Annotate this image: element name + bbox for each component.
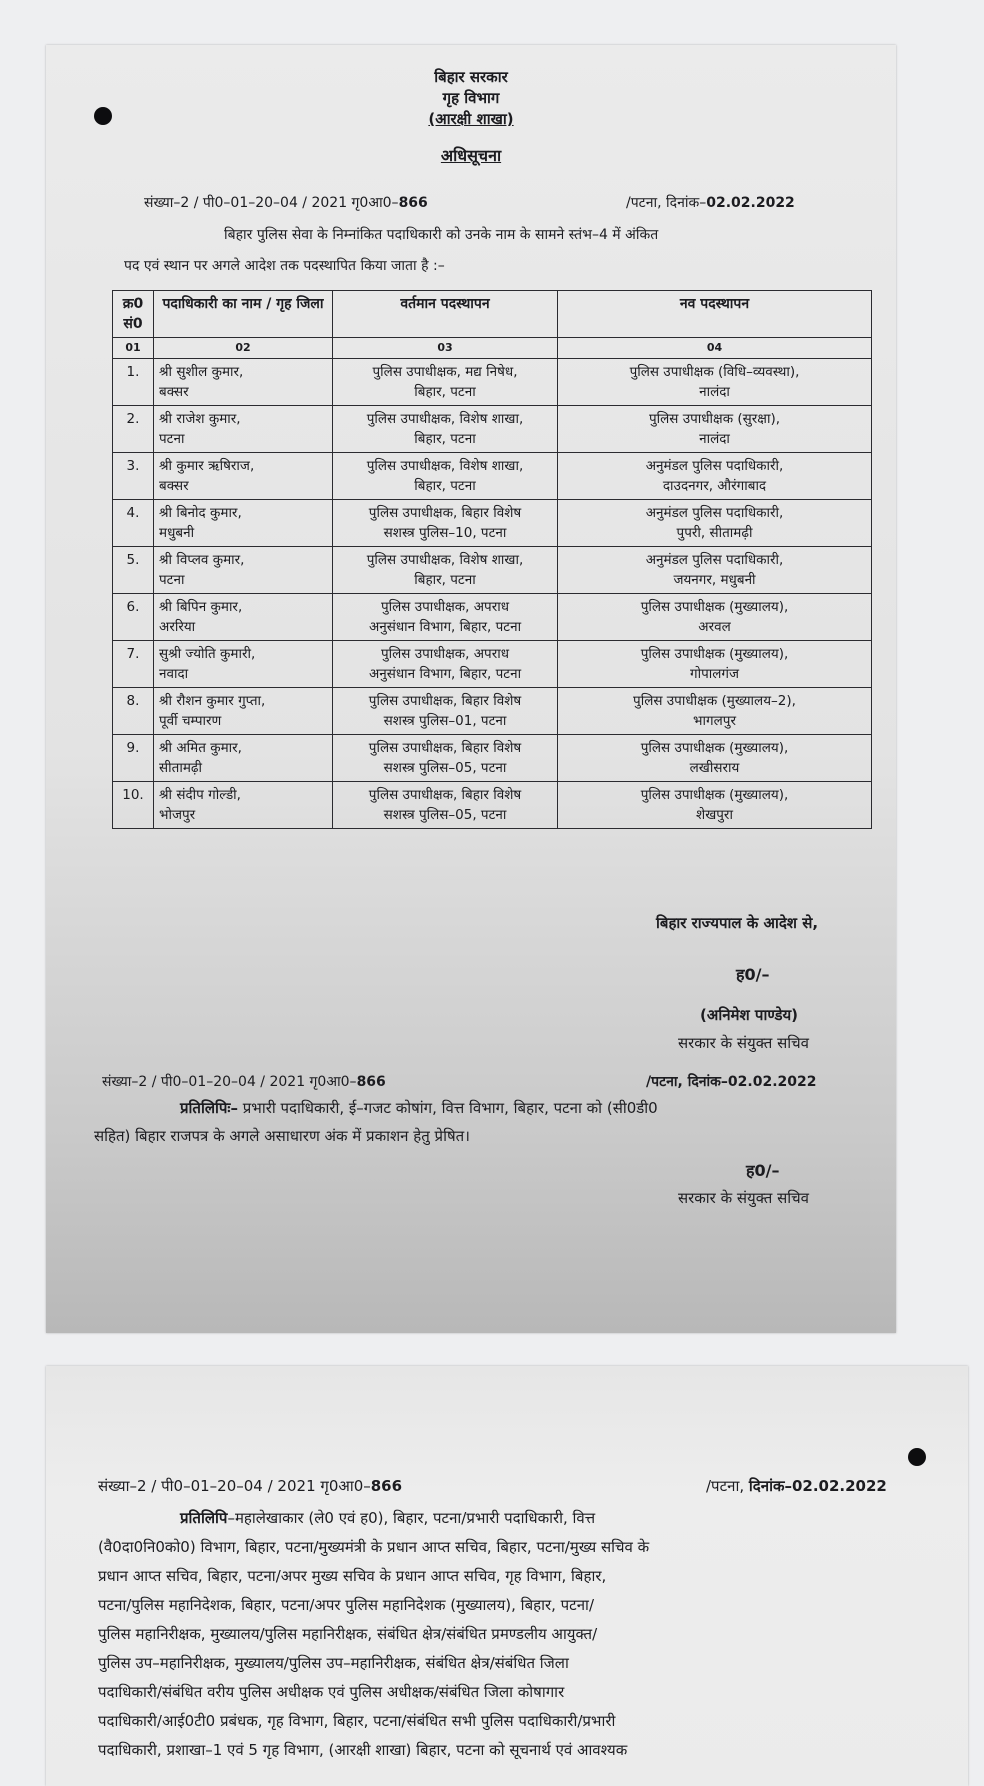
- officer-name: श्री सुशील कुमार,: [159, 364, 244, 380]
- reference-number: संख्या–2 / पी0–01–20–04 / 2021 गृ0आ0–866: [144, 195, 428, 211]
- officer-cell: [154, 547, 333, 594]
- current-posting-line: पुलिस उपाधीक्षक, बिहार विशेष: [368, 693, 522, 709]
- current-posting-cell: [333, 547, 558, 594]
- table-row: [113, 500, 872, 547]
- new-posting-line: नालंदा: [699, 384, 730, 400]
- table-row: [113, 406, 872, 453]
- current-posting-cell: [333, 688, 558, 735]
- new-posting-line: पुलिस उपाधीक्षक (सुरक्षा),: [648, 411, 781, 427]
- current-posting-line: सशस्त्र पुलिस–10, पटना: [383, 525, 507, 541]
- copy-signatory-title: सरकार के संयुक्त सचिव: [678, 1189, 809, 1207]
- column-number: 04: [558, 338, 872, 359]
- copy-reference-date: /पटना, दिनांक–02.02.2022: [646, 1074, 817, 1090]
- current-posting-line: सशस्त्र पुलिस–05, पटना: [383, 760, 507, 776]
- new-posting-line: पुलिस उपाधीक्षक (मुख्यालय),: [640, 787, 789, 803]
- new-posting-cell: [558, 641, 872, 688]
- table-row: [113, 641, 872, 688]
- current-posting-cell: [333, 594, 558, 641]
- new-posting-line: अनुमंडल पुलिस पदाधिकारी,: [645, 552, 784, 568]
- new-posting-line: पुलिस उपाधीक्षक (विधि–व्यवस्था),: [629, 364, 800, 380]
- officer-name: श्री रौशन कुमार गुप्ता,: [159, 693, 266, 709]
- new-posting-cell: [558, 406, 872, 453]
- new-posting-line: नालंदा: [699, 431, 730, 447]
- current-posting-line: पुलिस उपाधीक्षक, अपराध: [380, 599, 510, 615]
- distribution-line: प्रधान आप्त सचिव, बिहार, पटना/अपर मुख्य सचिव के प्रधान आप्त सचिव, गृह विभाग, बिहार,: [98, 1567, 607, 1585]
- current-posting-line: अनुसंधान विभाग, बिहार, पटना: [368, 619, 522, 635]
- current-posting-line: पुलिस उपाधीक्षक, अपराध: [380, 646, 510, 662]
- header-current-posting: वर्तमान पदस्थापन: [333, 291, 558, 338]
- officer-name: श्री संदीप गोल्डी,: [159, 787, 241, 803]
- current-posting-line: सशस्त्र पुलिस–01, पटना: [383, 713, 507, 729]
- current-posting-line: पुलिस उपाधीक्षक, विशेष शाखा,: [366, 458, 524, 474]
- distribution-line: (वै0दा0नि0को0) विभाग, बिहार, पटना/मुख्यमंत्री के प्रधान आप्त सचिव, बिहार, पटना/मुख्य सचिव के: [98, 1538, 650, 1556]
- current-posting-line: पुलिस उपाधीक्षक, बिहार विशेष: [368, 505, 522, 521]
- serial-number: 3.: [113, 453, 154, 500]
- officer-cell: [154, 735, 333, 782]
- new-posting-line: पुलिस उपाधीक्षक (मुख्यालय),: [640, 646, 789, 662]
- new-posting-cell: [558, 688, 872, 735]
- new-posting-cell: [558, 500, 872, 547]
- current-posting-line: पुलिस उपाधीक्षक, बिहार विशेष: [368, 740, 522, 756]
- copy-line-2: सहित) बिहार राजपत्र के अगले असाधारण अंक में प्रकाशन हेतु प्रेषित।: [94, 1127, 470, 1145]
- current-posting-line: पुलिस उपाधीक्षक, विशेष शाखा,: [366, 411, 524, 427]
- new-posting-cell: [558, 453, 872, 500]
- page2-reference-number: संख्या–2 / पी0–01–20–04 / 2021 गृ0आ0–866: [98, 1477, 403, 1495]
- home-district: नवादा: [159, 666, 189, 682]
- distribution-line: पदाधिकारी, प्रशाखा–1 एवं 5 गृह विभाग, (आरक्षी शाखा) बिहार, पटना को सूचनार्थ एवं आवश्यक: [98, 1741, 628, 1759]
- current-posting-cell: [333, 359, 558, 406]
- intro-line-2: पद एवं स्थान पर अगले आदेश तक पदस्थापित किया जाता है :–: [124, 258, 445, 274]
- current-posting-line: पुलिस उपाधीक्षक, विशेष शाखा,: [366, 552, 524, 568]
- officer-cell: [154, 406, 333, 453]
- header-government: बिहार सरकार: [434, 68, 508, 86]
- copy-signature-mark: ह0/–: [746, 1161, 780, 1180]
- table-row: [113, 453, 872, 500]
- officer-name: श्री विप्लव कुमार,: [159, 552, 245, 568]
- signatory-title: सरकार के संयुक्त सचिव: [678, 1034, 809, 1052]
- current-posting-cell: [333, 500, 558, 547]
- home-district: बक्सर: [159, 384, 189, 400]
- new-posting-line: दाउदनगर, औरंगाबाद: [662, 478, 767, 494]
- current-posting-cell: [333, 782, 558, 829]
- officer-name: श्री बिनोद कुमार,: [159, 505, 242, 521]
- copy-reference-number: संख्या–2 / पी0–01–20–04 / 2021 गृ0आ0–866: [102, 1074, 386, 1090]
- page2-reference-date: /पटना, दिनांक–02.02.2022: [706, 1477, 887, 1495]
- home-district: पटना: [159, 431, 185, 447]
- new-posting-line: जयनगर, मधुबनी: [673, 572, 756, 588]
- table-row: [113, 735, 872, 782]
- distribution-line: पदाधिकारी/संबंधित वरीय पुलिस अधीक्षक एवं पुलिस अधीक्षक/संबंधित जिला कोषागार: [98, 1683, 565, 1701]
- serial-number: 1.: [113, 359, 154, 406]
- officer-cell: [154, 500, 333, 547]
- current-posting-line: बिहार, पटना: [414, 431, 476, 447]
- new-posting-line: पुलिस उपाधीक्षक (मुख्यालय),: [640, 740, 789, 756]
- header-serial: क्र0 सं0: [113, 291, 154, 338]
- current-posting-cell: [333, 735, 558, 782]
- home-district: मधुबनी: [159, 525, 195, 541]
- table-column-number-row: [113, 338, 872, 359]
- officer-name: श्री कुमार ऋषिराज,: [159, 458, 255, 474]
- reference-date: /पटना, दिनांक–02.02.2022: [626, 195, 795, 211]
- new-posting-line: पुपरी, सीतामढ़ी: [676, 525, 753, 541]
- home-district: भोजपुर: [159, 807, 196, 823]
- table-row: [113, 547, 872, 594]
- new-posting-line: लखीसराय: [689, 760, 740, 776]
- notification-title: अधिसूचना: [440, 146, 502, 165]
- officer-name: श्री अमित कुमार,: [159, 740, 242, 756]
- current-posting-line: बिहार, पटना: [414, 478, 476, 494]
- serial-number: 2.: [113, 406, 154, 453]
- current-posting-cell: [333, 641, 558, 688]
- new-posting-line: पुलिस उपाधीक्षक (मुख्यालय–2),: [633, 693, 796, 709]
- copy-label: प्रतिलिपि: [180, 1509, 228, 1527]
- new-posting-line: पुलिस उपाधीक्षक (मुख्यालय),: [640, 599, 789, 615]
- page2-distribution-list: [98, 1504, 938, 1765]
- header-new-posting: नव पदस्थापन: [558, 291, 872, 338]
- distribution-line: प्रतिलिपि–महालेखाकार (ले0 एवं ह0), बिहार, पटना/प्रभारी पदाधिकारी, वित्त: [180, 1509, 596, 1527]
- officer-name: श्री राजेश कुमार,: [159, 411, 241, 427]
- new-posting-line: अरवल: [698, 619, 731, 635]
- new-posting-cell: [558, 782, 872, 829]
- new-posting-cell: [558, 547, 872, 594]
- home-district: बक्सर: [159, 478, 189, 494]
- table-row: [113, 359, 872, 406]
- new-posting-line: भागलपुर: [693, 713, 736, 729]
- current-posting-line: अनुसंधान विभाग, बिहार, पटना: [368, 666, 522, 682]
- current-posting-line: बिहार, पटना: [414, 572, 476, 588]
- serial-number: 8.: [113, 688, 154, 735]
- new-posting-line: अनुमंडल पुलिस पदाधिकारी,: [645, 505, 784, 521]
- table-row: [113, 782, 872, 829]
- table-row: [113, 688, 872, 735]
- intro-line-1: बिहार पुलिस सेवा के निम्नांकित पदाधिकारी को उनके नाम के सामने स्तंभ–4 में अंकित: [224, 227, 659, 243]
- new-posting-line: अनुमंडल पुलिस पदाधिकारी,: [645, 458, 784, 474]
- new-posting-cell: [558, 359, 872, 406]
- serial-number: 4.: [113, 500, 154, 547]
- officer-cell: [154, 688, 333, 735]
- home-district: अररिया: [159, 619, 196, 635]
- distribution-line: पुलिस उप–महानिरीक्षक, मुख्यालय/पुलिस उप–महानिरीक्षक, संबंधित क्षेत्र/संबंधित जिला: [98, 1654, 569, 1672]
- new-posting-cell: [558, 594, 872, 641]
- new-posting-line: शेखपुरा: [696, 807, 733, 823]
- order-line: बिहार राज्यपाल के आदेश से,: [656, 914, 819, 932]
- serial-number: 10.: [113, 782, 154, 829]
- signature-mark: ह0/–: [736, 965, 770, 984]
- home-district: सीतामढ़ी: [159, 760, 202, 776]
- current-posting-cell: [333, 453, 558, 500]
- distribution-line: पुलिस महानिरीक्षक, मुख्यालय/पुलिस महानिरीक्षक, संबंधित क्षेत्र/संबंधित प्रमण्डलीय आयुक्त/: [98, 1625, 598, 1643]
- serial-number: 5.: [113, 547, 154, 594]
- officer-cell: [154, 453, 333, 500]
- officer-name: श्री बिपिन कुमार,: [159, 599, 243, 615]
- officer-cell: [154, 782, 333, 829]
- notification-page-2: [46, 1366, 968, 1786]
- officer-cell: [154, 359, 333, 406]
- table-header-row: [113, 291, 872, 338]
- current-posting-line: पुलिस उपाधीक्षक, मद्य निषेध,: [372, 364, 518, 380]
- column-number: 03: [333, 338, 558, 359]
- header-department: गृह विभाग: [442, 89, 500, 107]
- column-number: 02: [154, 338, 333, 359]
- serial-number: 9.: [113, 735, 154, 782]
- current-posting-line: सशस्त्र पुलिस–05, पटना: [383, 807, 507, 823]
- current-posting-line: बिहार, पटना: [414, 384, 476, 400]
- new-posting-cell: [558, 735, 872, 782]
- officer-name: सुश्री ज्योति कुमारी,: [159, 646, 256, 662]
- header-officer: पदाधिकारी का नाम / गृह जिला: [154, 291, 333, 338]
- officer-cell: [154, 594, 333, 641]
- header-branch: (आरक्षी शाखा): [428, 110, 514, 128]
- home-district: पटना: [159, 572, 185, 588]
- posting-table: [112, 290, 872, 829]
- punch-hole-dot: [908, 1448, 926, 1466]
- new-posting-line: गोपालगंज: [689, 666, 740, 682]
- current-posting-cell: [333, 406, 558, 453]
- column-number: 01: [113, 338, 154, 359]
- home-district: पूर्वी चम्पारण: [159, 713, 222, 729]
- distribution-line: पटना/पुलिस महानिदेशक, बिहार, पटना/अपर पुलिस महानिदेशक (मुख्यालय), बिहार, पटना/: [98, 1596, 594, 1614]
- signatory-name: (अनिमेश पाण्डेय): [700, 1006, 799, 1024]
- distribution-line: पदाधिकारी/आई0टी0 प्रबंधक, गृह विभाग, बिहार, पटना/संबंधित सभी पुलिस पदाधिकारी/प्रभारी: [98, 1712, 616, 1730]
- copy-label: प्रतिलिपिः–: [180, 1099, 238, 1117]
- officer-cell: [154, 641, 333, 688]
- table-row: [113, 594, 872, 641]
- serial-number: 7.: [113, 641, 154, 688]
- current-posting-line: पुलिस उपाधीक्षक, बिहार विशेष: [368, 787, 522, 803]
- notification-page-1: [46, 45, 896, 1333]
- serial-number: 6.: [113, 594, 154, 641]
- copy-line-1: प्रतिलिपिः– प्रभारी पदाधिकारी, ई–गजट कोषांग, वित्त विभाग, बिहार, पटना को (सी0डी0: [180, 1099, 658, 1117]
